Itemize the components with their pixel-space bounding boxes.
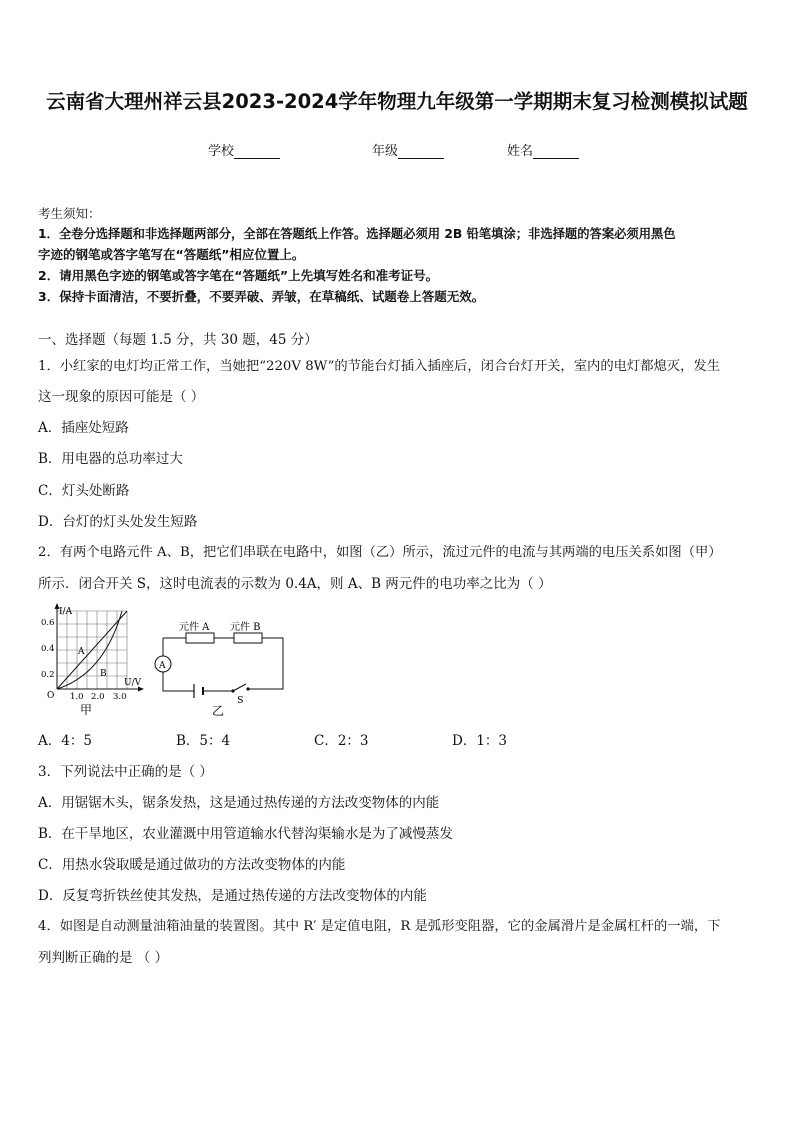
iu-graph	[36, 602, 156, 720]
grade-field	[372, 140, 444, 159]
element-a-box	[186, 633, 214, 643]
curve-a-label: A	[78, 647, 85, 657]
q3-option-a[interactable]: A．用锯锯木头，锯条发热，这是通过热传递的方法改变物体的内能	[38, 795, 440, 811]
q2-option-a[interactable]: A．4：5	[38, 733, 92, 749]
q1-option-a[interactable]: A．插座处短路	[38, 420, 129, 436]
switch-pivot	[231, 689, 234, 692]
q1-option-d[interactable]: D．台灯的灯头处发生短路	[38, 514, 198, 530]
q3-option-c[interactable]: C．用热水袋取暖是通过做功的方法改变物体的内能	[38, 857, 346, 873]
x-tick-2-0: 2.0	[91, 692, 105, 702]
q1-option-b[interactable]: B．用电器的总功率过大	[38, 451, 183, 467]
y-axis-label: I/A	[59, 607, 73, 617]
x-axis-label: U/V	[124, 678, 142, 688]
q1-stem-line-2: 这一现象的原因可能是（ ）	[38, 389, 205, 405]
grade-blank[interactable]	[398, 145, 444, 159]
notice-item-1-line-2: 字迹的钢笔或答字笔写在“答题纸”相应位置上。	[38, 247, 305, 262]
wire-left-bottom	[163, 672, 194, 691]
curve-b-label: B	[100, 669, 107, 679]
q1-stem-line-1: 1．小红家的电灯均正常工作，当她把“220V 8W”的节能台灯插入插座后，闭合台灯开关，室内的电灯都熄灭，发生	[38, 359, 720, 374]
wire-right	[248, 638, 283, 689]
y-tick-0-2: 0.2	[41, 670, 55, 680]
notice-item-2: 2．请用黑色字迹的钢笔或答字笔在“答题纸”上先填写姓名和准考证号。	[38, 268, 439, 283]
graph-caption: 甲	[80, 703, 93, 717]
q2-option-d[interactable]: D．1：3	[452, 733, 508, 749]
element-b-label: 元件 B	[230, 622, 261, 633]
grade-label: 年级	[372, 144, 399, 159]
name-label: 姓名	[507, 144, 534, 159]
y-tick-0-4: 0.4	[41, 644, 55, 654]
element-b-box	[234, 633, 262, 643]
q3-option-d[interactable]: D．反复弯折铁丝使其发热，是通过热传递的方法改变物体的内能	[38, 888, 427, 904]
circuit-caption: 乙	[212, 704, 225, 718]
notice-item-1-line-1: 1．全卷分选择题和非选择题两部分，全部在答题纸上作答。选择题必须用 2B 铅笔填涂；非选择题的答案必须用黑色	[38, 227, 676, 241]
circuit-diagram	[150, 616, 290, 720]
section-heading: 一、选择题（每题 1.5 分，共 30 题，45 分）	[38, 332, 318, 348]
name-blank[interactable]	[533, 145, 579, 159]
ammeter-label: A	[159, 661, 166, 671]
school-label: 学校	[208, 144, 235, 159]
page-title: 云南省大理州祥云县2023-2024学年物理九年级第一学期期末复习检测模拟试题	[46, 90, 748, 113]
origin-label: O	[47, 691, 55, 701]
q2-stem-line-2: 所示．闭合开关 S，这时电流表的示数为 0.4A，则 A、B 两元件的电功率之比为（ ）	[38, 576, 552, 592]
q2-option-b[interactable]: B．5：4	[176, 733, 231, 749]
q3-stem: 3．下列说法中正确的是（ ）	[38, 764, 213, 780]
notice-item-3: 3．保持卡面清洁，不要折叠，不要弄破、弄皱，在草稿纸、试题卷上答题无效。	[38, 289, 485, 304]
school-blank[interactable]	[234, 145, 280, 159]
name-field	[507, 140, 579, 159]
q2-stem-line-1: 2．有两个电路元件 A、B，把它们串联在电路中，如图（乙）所示，流过元件的电流与其两端的电压关系如图（甲）	[38, 545, 722, 560]
q2-option-c[interactable]: C．2：3	[314, 733, 369, 749]
q3-option-b[interactable]: B．在干旱地区，农业灌溉中用管道输水代替沟渠输水是为了减慢蒸发	[38, 826, 453, 842]
q4-stem-line-2: 列判断正确的是 （ ）	[38, 950, 169, 966]
x-tick-1-0: 1.0	[70, 692, 84, 702]
q1-option-c[interactable]: C．灯头处断路	[38, 483, 130, 499]
switch-label: S	[237, 695, 244, 706]
y-tick-0-6: 0.6	[41, 618, 55, 628]
switch-contact	[246, 687, 249, 690]
element-a-label: 元件 A	[179, 622, 210, 633]
school-field	[208, 140, 280, 159]
q4-stem-line-1: 4．如图是自动测量油箱油量的装置图。其中 R′ 是定值电阻，R 是弧形变阻器，它的金属滑片是金属杠杆的一端，下	[38, 919, 721, 934]
switch-blade[interactable]	[233, 684, 246, 691]
x-tick-3-0: 3.0	[113, 692, 127, 702]
notice-heading: 考生须知：	[38, 206, 101, 221]
